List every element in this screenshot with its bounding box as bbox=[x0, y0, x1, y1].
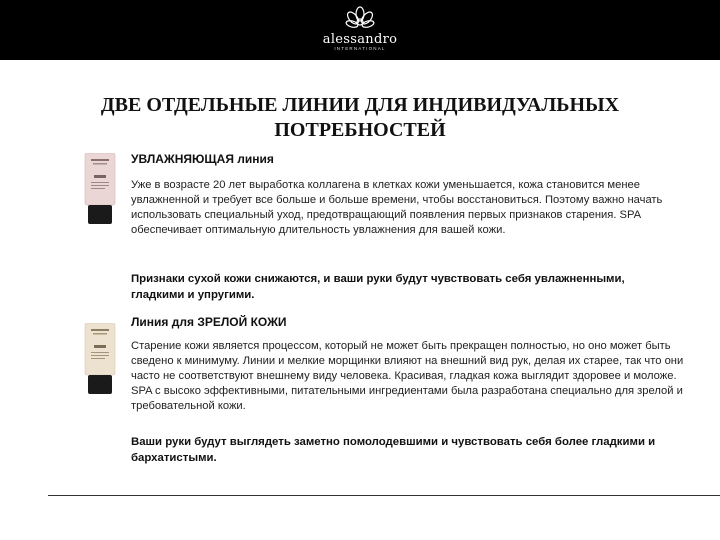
bottom-divider bbox=[48, 495, 720, 496]
section-heading: УВЛАЖНЯЮЩАЯ линия bbox=[131, 152, 274, 166]
section-body: Уже в возрасте 20 лет выработка коллагена в клетках кожи уменьшается, кожа становится менее увлажненной и требует все больше и больше времени, чтобы восстановиться. Поэтому важно начать использовать специальный уход, предотвращающий появления первых признаков старения. SPA обеспечивает оптимальную длительность увлажнения для вашей кожи. bbox=[131, 179, 663, 236]
brand-name: alessandro bbox=[322, 32, 398, 47]
section-heading: Линия для ЗРЕЛОЙ КОЖИ bbox=[131, 315, 287, 329]
flower-emblem-icon bbox=[344, 6, 376, 32]
brand-logo bbox=[318, 6, 402, 56]
mature-skin-product-image bbox=[82, 323, 118, 395]
section-body: Старение кожи является процессом, который не может быть прекращен полностью, но оно может быть сведено к минимуму. Линии и мелкие морщинки влияют на внешний вид рук, делая их старее, так что они часто не соответствуют внешнему виду человека. Красивая, гладкая кожа выглядит здоровее и моложе. SPA с высоко эффективными, питательными ингредиентами была разработана специально для зрелой и требовательной кожи. bbox=[131, 340, 684, 412]
section-result: Ваши руки будут выглядеть заметно помолодевшими и чувствовать себя более гладкими и бархатистыми. bbox=[131, 436, 656, 464]
slide-title: ДВЕ ОТДЕЛЬНЫЕ ЛИНИИ ДЛЯ ИНДИВИДУАЛЬНЫХ ПОТРЕБНОСТЕЙ bbox=[100, 94, 620, 141]
moisturizing-product-image bbox=[82, 153, 118, 225]
brand-tagline: INTERNATIONAL bbox=[334, 46, 386, 51]
section-result: Признаки сухой кожи снижаются, и ваши руки будут чувствовать себя увлажненными, гладкими и упругими. bbox=[131, 273, 625, 301]
header-bar bbox=[0, 0, 720, 60]
